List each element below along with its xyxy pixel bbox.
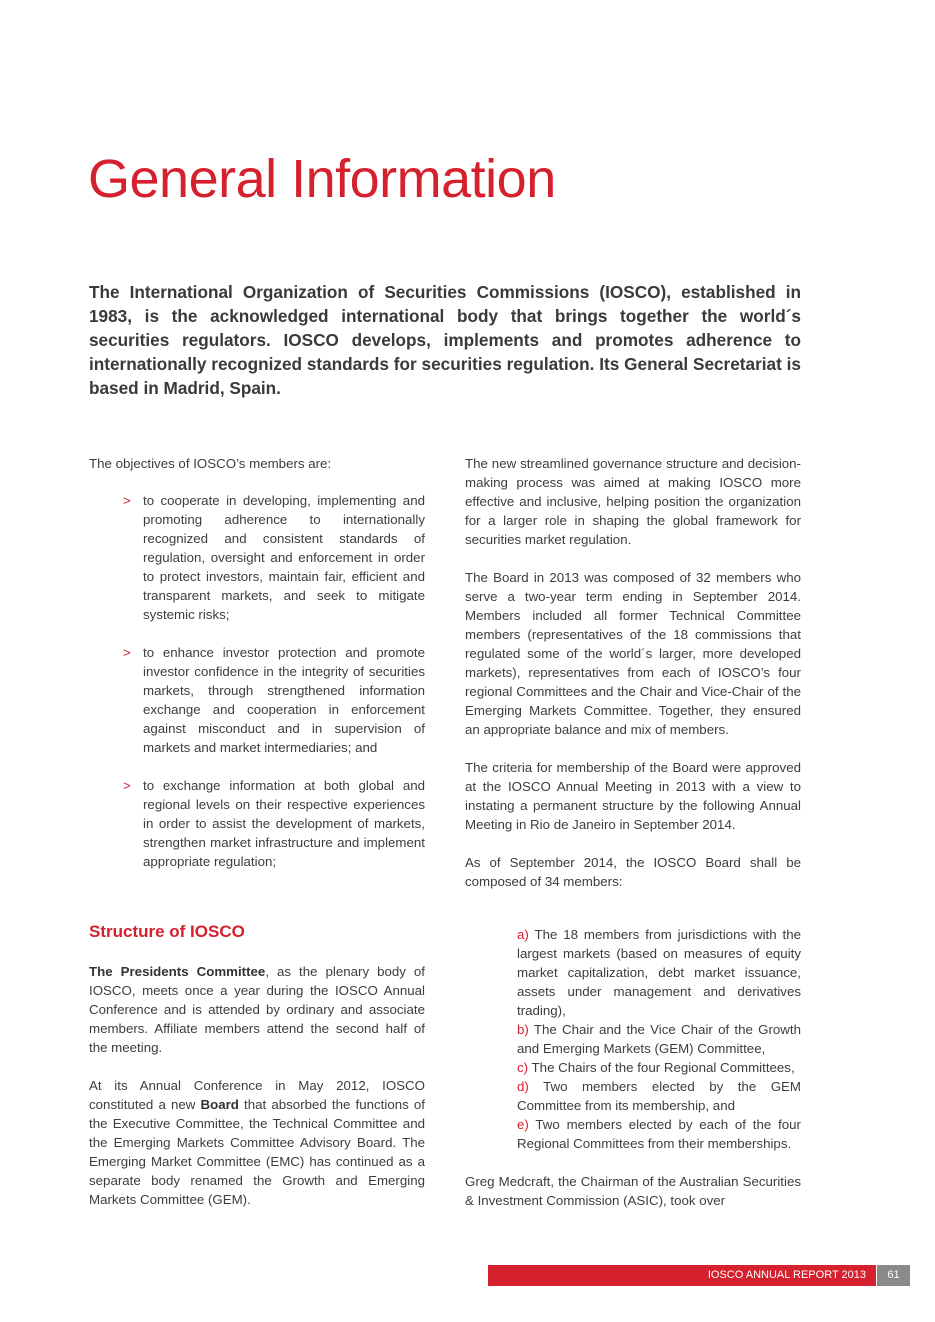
bullet-arrow-icon: > <box>123 493 131 508</box>
presidents-committee-paragraph: The Presidents Committee, as the plenary body of IOSCO, meets once a year during the IOSCO Annual Conference and is attended by ordinary and associate members. Affiliate members attend the second half of the meeting. <box>89 964 425 1055</box>
list-item: b) The Chair and the Vice Chair of the Growth and Emerging Markets (GEM) Committee, <box>517 1022 801 1056</box>
list-marker: e) <box>517 1117 529 1132</box>
list-item: a) The 18 members from jurisdictions with the largest markets (based on measures of equity market capitalization, debt market issuance, assets under management and derivatives trading), <box>517 927 801 1018</box>
page-title: General Information <box>88 149 556 209</box>
objectives-lead: The objectives of IOSCO’s members are: <box>89 456 332 471</box>
board-members-list <box>465 925 801 1153</box>
governance-column <box>465 454 801 891</box>
objective-text: to enhance investor protection and promote investor confidence in the integrity of securities markets, through strengthened information exchange and cooperation in enforcement against misconduct and in supervision of markets and market intermediaries; and <box>143 645 425 755</box>
list-marker: c) <box>517 1060 529 1075</box>
board-term: Board <box>200 1097 239 1112</box>
board-composition-paragraph: As of September 2014, the IOSCO Board shall be composed of 34 members: <box>465 855 801 889</box>
list-item <box>123 491 425 624</box>
governance-paragraph: The new streamlined governance structure and decision-making process was aimed at making IOSCO more effective and inclusive, helping position the organization for a larger role in shaping the global framework for securities market regulation. <box>465 456 801 547</box>
bullet-arrow-icon: > <box>123 645 131 660</box>
closing-paragraph: Greg Medcraft, the Chairman of the Australian Securities & Investment Commission (ASIC), took over <box>465 1174 801 1208</box>
list-item: e) Two members elected by each of the four Regional Committees from their memberships. <box>517 1117 801 1151</box>
list-item: c) The Chairs of the four Regional Committees, <box>517 1060 795 1075</box>
bullet-arrow-icon: > <box>123 778 131 793</box>
board-paragraph: At its Annual Conference in May 2012, IOSCO constituted a new Board that absorbed the functions of the Executive Committee, the Technical Committee and the Emerging Markets Committee Advisory Board. The Emerging Market Committee (EMC) has continued as a separate body renamed the Growth and Emerging Markets Committee (GEM). <box>89 1078 425 1207</box>
list-item <box>123 776 425 871</box>
membership-criteria-paragraph: The criteria for membership of the Board were approved at the IOSCO Annual Meeting in 2013 with a view to instating a permanent structure by the following Annual Meeting in Rio de Janeiro in September 2014. <box>465 760 801 832</box>
structure-column <box>89 962 425 1209</box>
footer-report-title: IOSCO ANNUAL REPORT 2013 <box>488 1265 876 1286</box>
objectives-column <box>89 454 425 890</box>
page-number: 61 <box>877 1265 910 1286</box>
list-item: d) Two members elected by the GEM Committee from its membership, and <box>517 1079 801 1113</box>
list-item <box>123 643 425 757</box>
list-marker: d) <box>517 1079 529 1094</box>
board-members-column <box>465 925 801 1210</box>
list-marker: a) <box>517 927 529 942</box>
presidents-committee-term: The Presidents Committee <box>89 964 266 979</box>
board-2013-paragraph: The Board in 2013 was composed of 32 members who serve a two-year term ending in September 2014. Members included all former Technical Committee members (representatives of the 18 commissions that regulated some of the world´s larger, more developed markets), representatives from each of IOSCO’s four regional Committees and the Chair and Vice-Chair of the Emerging Markets Committee. Together, they ensured an appropriate balance and mix of members. <box>465 570 801 737</box>
objective-text: to exchange information at both global and regional levels on their respective experiences in order to assist the development of markets, strengthen market infrastructure and implement appropriate regulation; <box>143 778 425 869</box>
section-heading: Structure of IOSCO <box>89 922 245 941</box>
list-marker: b) <box>517 1022 529 1037</box>
objectives-list <box>89 491 425 871</box>
intro-paragraph: The International Organization of Securities Commissions (IOSCO), established in 1983, is the acknowledged international body that brings together the world´s securities regulators. IOSCO develops, implements and promotes adherence to internationally recognized standards for securities regulation. Its General Secretariat is based in Madrid, Spain. <box>89 282 801 398</box>
objective-text: to cooperate in developing, implementing and promoting adherence to internationally recognized and consistent standards of regulation, oversight and enforcement in order to protect investors, maintain fair, efficient and transparent markets, and seek to mitigate systemic risks; <box>143 493 425 622</box>
